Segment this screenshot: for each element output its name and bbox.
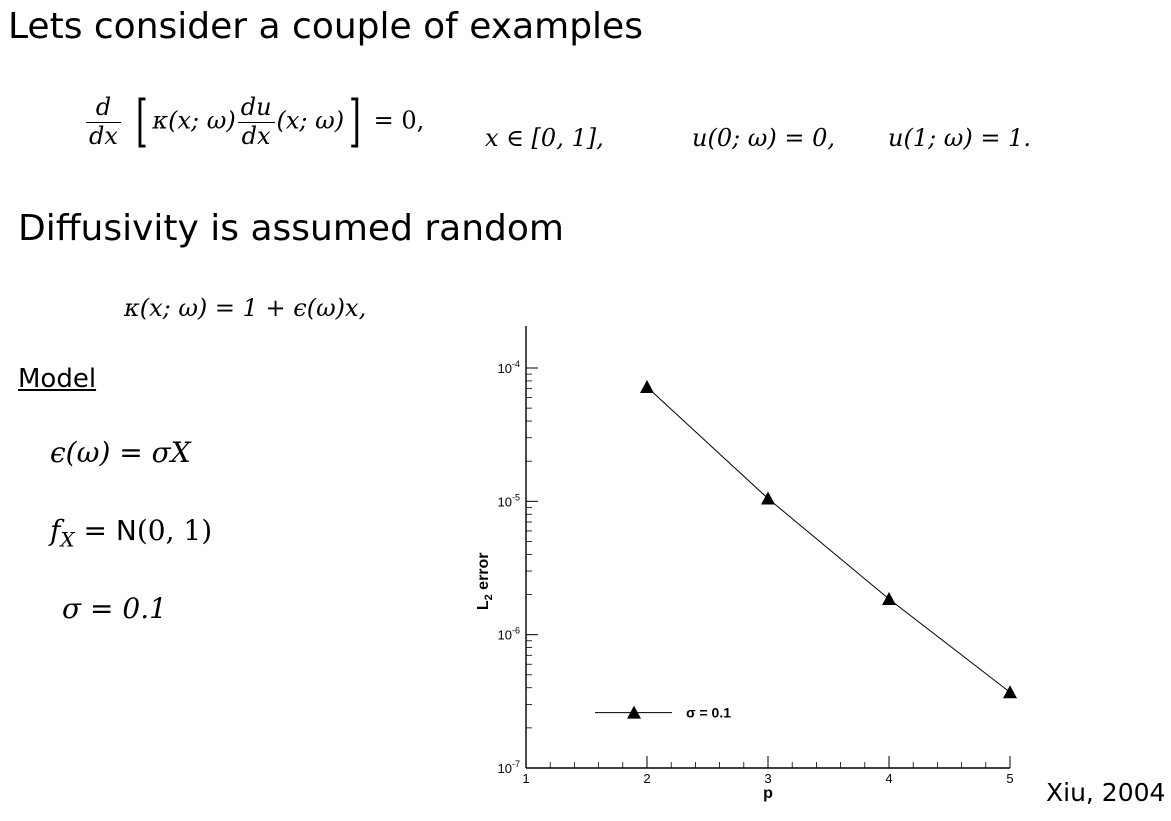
d-numerator: d bbox=[86, 94, 121, 123]
data-point-triangle bbox=[1003, 685, 1017, 698]
dx-denominator: dx bbox=[89, 121, 118, 150]
chart-series bbox=[640, 380, 1017, 698]
density-f: f bbox=[50, 514, 61, 547]
x-tick-label: 3 bbox=[764, 771, 772, 786]
density-subscript: X bbox=[60, 527, 75, 552]
density-equation bbox=[50, 514, 212, 552]
equation-rhs: = 0, bbox=[373, 106, 425, 135]
data-point-triangle bbox=[640, 380, 654, 393]
normal-dist-args: (0, 1) bbox=[136, 514, 213, 547]
density-equals: = bbox=[74, 514, 116, 547]
sigma-equation: σ = 0.1 bbox=[62, 592, 167, 625]
x-axis-label: p bbox=[763, 785, 773, 802]
boundary-right: u(1; ω) = 1. bbox=[888, 124, 1032, 152]
legend-label: σ = 0.1 bbox=[686, 704, 731, 721]
d-dx-fraction bbox=[86, 94, 121, 150]
x-tick-label: 1 bbox=[522, 771, 530, 786]
citation: Xiu, 2004 bbox=[1046, 778, 1166, 807]
data-point-triangle bbox=[882, 592, 896, 605]
right-bracket: ] bbox=[348, 89, 362, 155]
domain-condition: x ∈ [0, 1], bbox=[485, 124, 604, 152]
chart-axes bbox=[526, 326, 1010, 768]
boundary-left: u(0; ω) = 0, bbox=[692, 124, 836, 152]
chart-legend bbox=[595, 705, 731, 721]
left-bracket: [ bbox=[135, 89, 148, 155]
y-axis-label: $L_2$ error bbox=[475, 552, 495, 611]
convergence-chart bbox=[460, 318, 1040, 818]
du-denominator: dx bbox=[241, 121, 271, 150]
x-tick-label: 2 bbox=[643, 771, 651, 786]
section-heading: Diffusivity is assumed random bbox=[18, 208, 564, 249]
slide-title: Lets consider a couple of examples bbox=[8, 6, 643, 47]
x-tick-label: 5 bbox=[1006, 771, 1014, 786]
x-tick-label: 4 bbox=[885, 771, 893, 786]
kappa-term: κ(x; ω) bbox=[152, 106, 236, 135]
model-label: Model bbox=[18, 364, 97, 394]
series-line bbox=[647, 387, 1010, 692]
epsilon-equation: ϵ(ω) = σX bbox=[50, 436, 191, 469]
y-tick-label: $10^{-7}$ bbox=[497, 759, 520, 776]
args-term: (x; ω) bbox=[276, 106, 345, 135]
chart-ticks bbox=[498, 359, 1014, 786]
governing-equation bbox=[84, 89, 425, 155]
y-tick-label: $10^{-5}$ bbox=[497, 492, 520, 510]
du-dx-fraction bbox=[238, 94, 275, 150]
y-tick-label: $10^{-6}$ bbox=[497, 625, 520, 643]
normal-dist-symbol: N bbox=[115, 514, 137, 547]
du-numerator: du bbox=[238, 94, 275, 123]
y-tick-label: $10^{-4}$ bbox=[497, 359, 520, 376]
kappa-definition: κ(x; ω) = 1 + ϵ(ω)x, bbox=[124, 294, 367, 322]
